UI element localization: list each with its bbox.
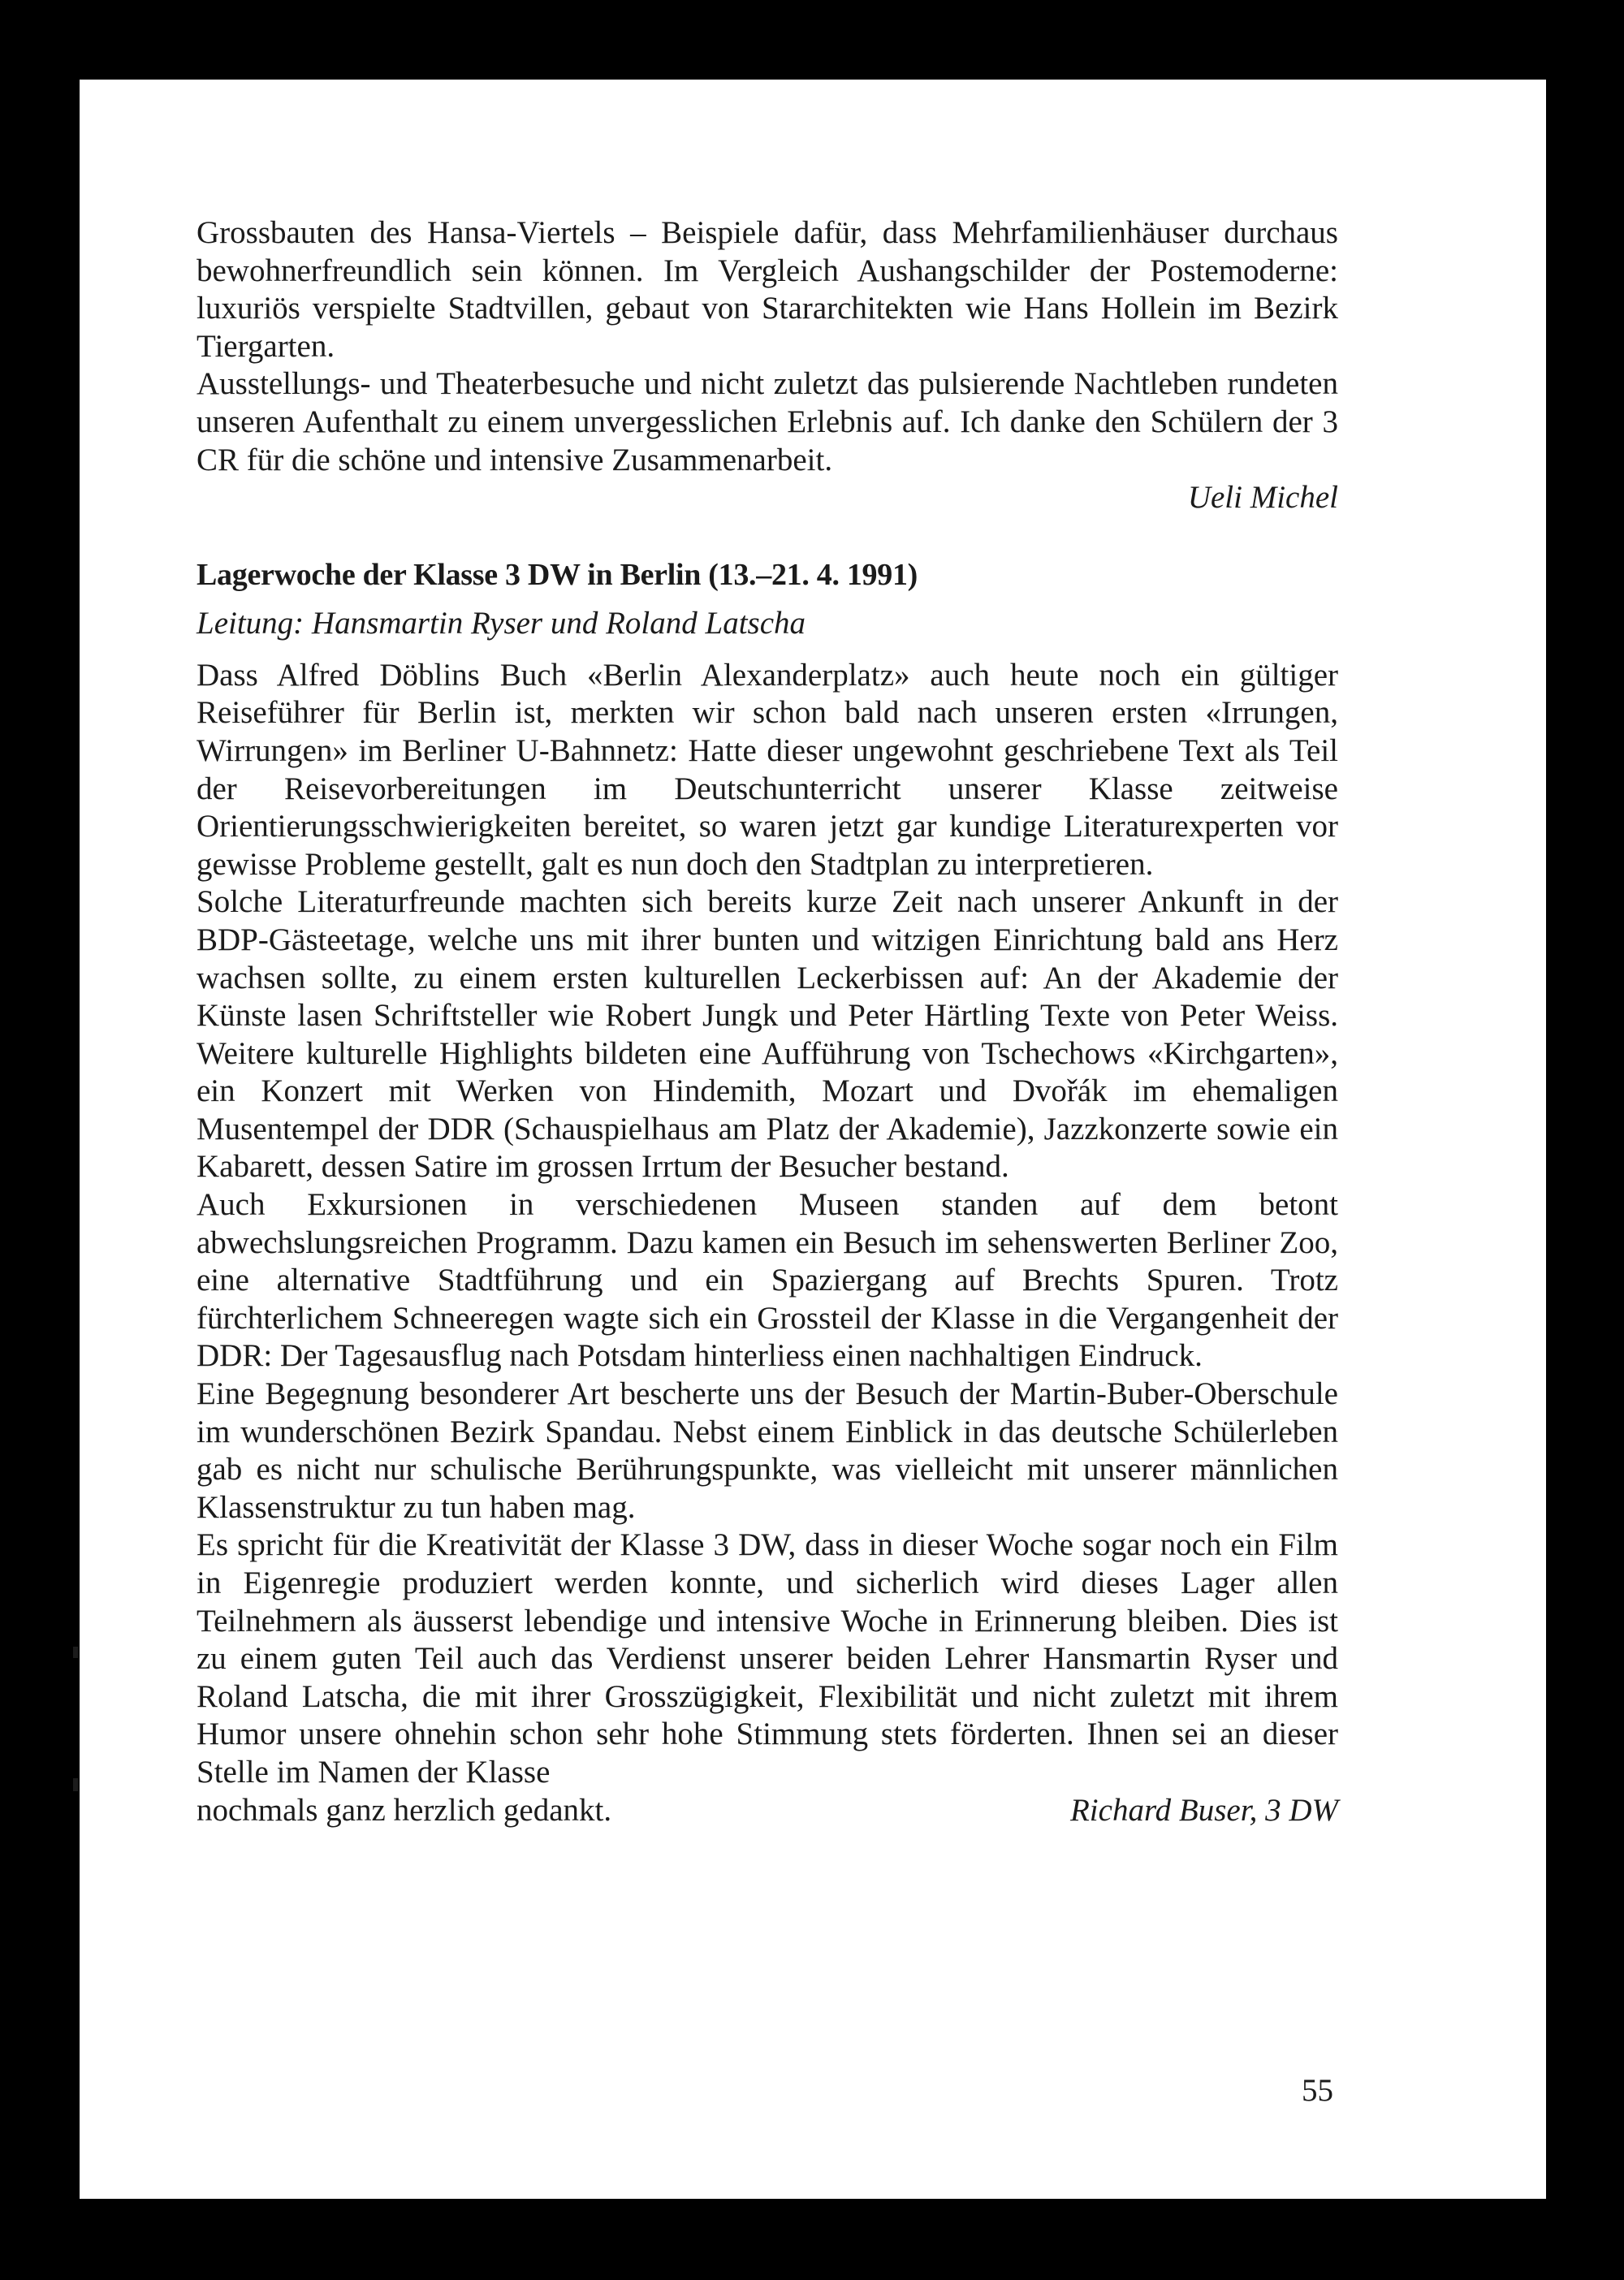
body-paragraph: Es spricht für die Kreativität der Klasse 3 DW, dass in dieser Woche sogar noch ein Film in Eigenregie produziert werden konnte, und sicherlich wird dieses Lager allen Teilnehmern als äusserst lebendige und intensive Woche in Erinnerung bleiben. Dies ist zu einem guten Teil auch das Verdienst unserer beiden Lehrer Hansmartin Ryser und Roland Latscha, die mit ihrer Grosszügigkeit, Flexibilität und nicht zuletzt mit ihrem Humor unsere ohnehin schon sehr hohe Stimmung stets förderten. Ihnen sei an dieser Stelle im Namen der Klasse [197,1527,1338,1790]
closing-line [197,1792,1338,1830]
scan-margin-mark [73,1647,78,1658]
body-paragraph: Solche Literaturfreunde machten sich bereits kurze Zeit nach unserer Ankunft in der BDP-Gästeetage, welche uns mit ihrer bunten und witzigen Einrichtung bald ans Herz wachsen sollte, zu einem ersten kulturellen Leckerbissen auf: An der Akademie der Künste lasen Schriftsteller wie Robert Jungk und Peter Härtling Texte von Peter Weiss. Weitere kulturelle Highlights bildeten eine Aufführung von Tschechows «Kirchgarten», ein Konzert mit Werken von Hindemith, Mozart und Dvořák im ehemaligen Musentempel der DDR (Schauspielhaus am Platz der Akademie), Jazzkonzerte sowie ein Kabarett, dessen Satire im grossen Irrtum der Besucher bestand. [197,884,1338,1185]
page-number: 55 [1302,2073,1333,2108]
scan-margin-mark [73,1778,78,1791]
intro-signature: Ueli Michel [1187,480,1338,516]
body-paragraph: Auch Exkursionen in verschiedenen Museen standen auf dem betont abwechslungsreichen Programm. Dazu kamen ein Besuch im sehenswerten Berliner Zoo, eine alternative Stadtführung und ein Spaziergang auf Brechts Spuren. Trotz fürchterlichem Schneeregen wagte sich ein Grossteil der Klasse in die Vergangenheit der DDR: Der Tagesausflug nach Potsdam hinterliess einen nachhaltigen Eindruck. [197,1187,1338,1374]
intro-paragraph: Grossbauten des Hansa-Viertels – Beispiele dafür, dass Mehrfamilienhäuser durchaus bewohnerfreundlich sein können. Im Vergleich Aushangschilder der Postemoderne: luxuriös verspielte Stadtvillen, gebaut von Stararchitekten wie Hans Hollein im Bezirk Tiergarten. [197,215,1338,364]
body-paragraph: Dass Alfred Döblins Buch «Berlin Alexanderplatz» auch heute noch ein gültiger Reiseführer für Berlin ist, merkten wir schon bald nach unseren ersten «Irrungen, Wirrungen» im Berliner U-Bahnnetz: Hatte dieser ungewohnt geschriebene Text als Teil der Reisevorbereitungen im Deutschunterricht unserer Klasse zeitweise Orientierungsschwierigkeiten bereitet, so waren jetzt gar kundige Literaturexperten vor gewisse Probleme gestellt, galt es nun doch den Stadtplan zu interpretieren. [197,657,1338,882]
intro-paragraph: Ausstellungs- und Theaterbesuche und nicht zuletzt das pulsierende Nachtleben rundeten unseren Aufenthalt zu einem unvergesslichen Erlebnis auf. Ich danke den Schülern der 3 CR für die schöne und intensive Zusammenarbeit. [197,366,1338,477]
section-leader: Leitung: Hansmartin Ryser und Roland Latscha [197,605,806,641]
closing-signature: Richard Buser, 3 DW [1069,1792,1338,1828]
body-paragraph: Eine Begegnung besonderer Art bescherte uns der Besuch der Martin-Buber-Oberschule im wunderschönen Bezirk Spandau. Nebst einem Einblick in das deutsche Schülerleben gab es nicht nur schulische Berührungspunkte, was vielleicht mit unserer männlichen Klassenstruktur zu tun haben mag. [197,1376,1338,1525]
text-column [197,214,1338,1829]
document-page [80,80,1546,2199]
closing-text: nochmals ganz herzlich gedankt. [197,1792,612,1828]
section-heading: Lagerwoche der Klasse 3 DW in Berlin (13.–21. 4. 1991) [197,557,918,592]
